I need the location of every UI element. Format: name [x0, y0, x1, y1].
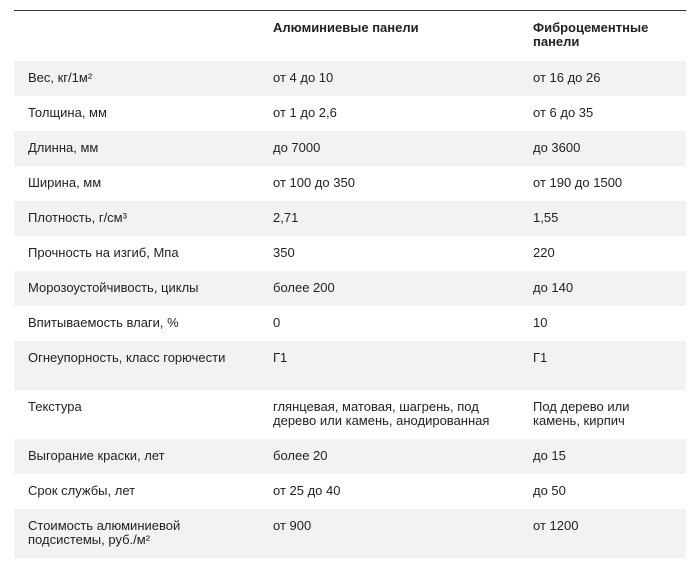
row-label: Огнеупорность, класс горючести: [28, 350, 226, 365]
table-row: [14, 474, 686, 509]
table-row: [14, 439, 686, 474]
fibercement-value: до 15: [533, 448, 566, 463]
table-row: [14, 201, 686, 236]
fibercement-value: от 190 до 1500: [533, 175, 623, 190]
row-label: Текстура: [28, 399, 82, 414]
table-header-row: [14, 11, 686, 61]
fibercement-value: до 3600: [533, 140, 581, 155]
row-label: Морозоустойчивость, циклы: [28, 280, 199, 295]
row-label: Вес, кг/1м²: [28, 70, 93, 85]
header-cell-aluminum: Алюминиевые панели: [273, 20, 419, 35]
aluminum-value: от 1 до 2,6: [273, 105, 337, 120]
fibercement-value: до 140: [533, 280, 574, 295]
aluminum-value: более 200: [273, 280, 335, 295]
fibercement-value: Под дерево или камень, кирпич: [533, 399, 630, 428]
table-row: [14, 61, 686, 96]
row-label: Впитываемость влаги, %: [28, 315, 179, 330]
fibercement-value: 220: [533, 245, 555, 260]
row-label: Прочность на изгиб, Мпа: [28, 245, 179, 260]
header-cell-empty: [14, 21, 259, 61]
row-label: Срок службы, лет: [28, 483, 136, 498]
table-row: [14, 166, 686, 201]
aluminum-value: от 25 до 40: [273, 483, 341, 498]
fibercement-value: от 1200: [533, 518, 579, 533]
row-label: Ширина, мм: [28, 175, 102, 190]
aluminum-value: от 100 до 350: [273, 175, 355, 190]
row-label: Выгорание краски, лет: [28, 448, 165, 463]
fibercement-value: от 6 до 35: [533, 105, 594, 120]
table-row: [14, 390, 686, 439]
row-label: Толщина, мм: [28, 105, 107, 120]
aluminum-value: 0: [273, 315, 281, 330]
aluminum-value: 2,71: [273, 210, 299, 225]
comparison-table: [14, 10, 686, 558]
aluminum-value: Г1: [273, 350, 288, 365]
aluminum-value: более 20: [273, 448, 328, 463]
table-row: [14, 509, 686, 558]
table-row: [14, 271, 686, 306]
aluminum-value: от 4 до 10: [273, 70, 334, 85]
row-label: Плотность, г/см³: [28, 210, 127, 225]
fibercement-value: Г1: [533, 350, 548, 365]
table-row: [14, 236, 686, 271]
table-row: [14, 341, 686, 390]
table-row: [14, 306, 686, 341]
fibercement-value: до 50: [533, 483, 566, 498]
fibercement-value: от 16 до 26: [533, 70, 601, 85]
row-label: Стоимость алюминиевой подсистемы, руб./м²: [28, 518, 181, 547]
table-row: [14, 96, 686, 131]
aluminum-value: от 900: [273, 518, 312, 533]
aluminum-value: до 7000: [273, 140, 321, 155]
header-cell-fibercement: Фиброцементные панели: [533, 20, 649, 49]
row-label: Длинна, мм: [28, 140, 99, 155]
table-row: [14, 131, 686, 166]
aluminum-value: 350: [273, 245, 295, 260]
fibercement-value: 1,55: [533, 210, 559, 225]
fibercement-value: 10: [533, 315, 548, 330]
aluminum-value: глянцевая, матовая, шагрень, под дерево или камень, анодированная: [273, 399, 490, 428]
